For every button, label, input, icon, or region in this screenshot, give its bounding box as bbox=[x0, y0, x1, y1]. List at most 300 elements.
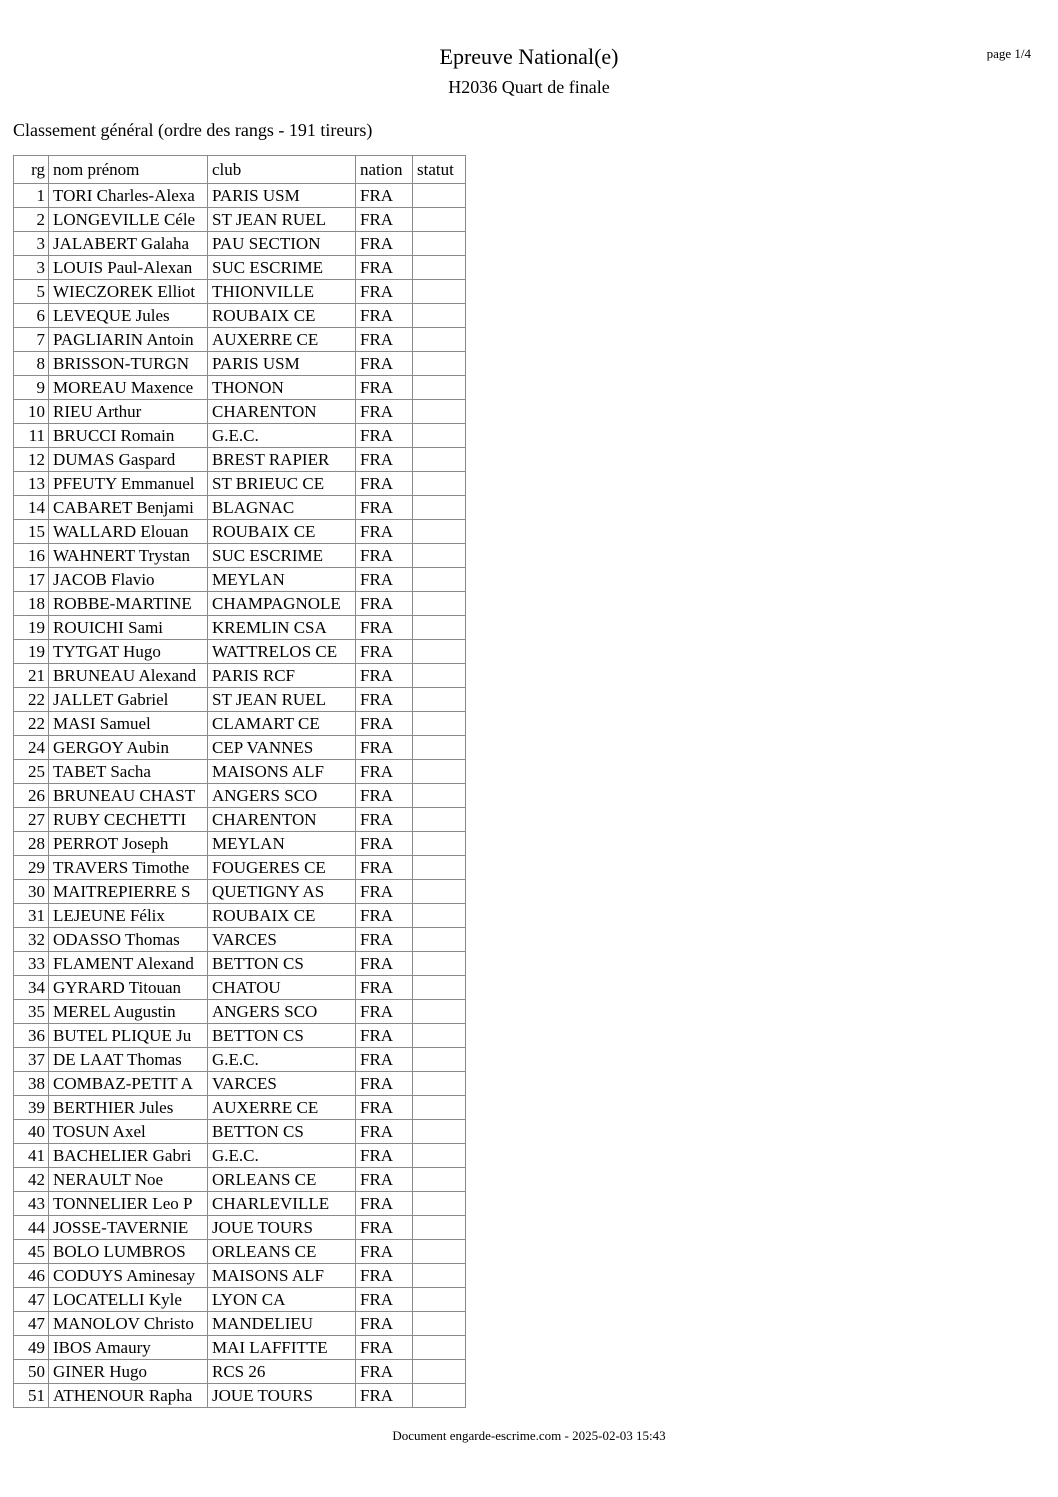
cell-name: BRISSON-TURGN bbox=[49, 352, 208, 376]
cell-name: LOUIS Paul-Alexan bbox=[49, 256, 208, 280]
cell-name: RIEU Arthur bbox=[49, 400, 208, 424]
cell-statut bbox=[413, 544, 466, 568]
table-row bbox=[14, 976, 466, 1000]
cell-statut bbox=[413, 448, 466, 472]
cell-nation: FRA bbox=[356, 640, 413, 664]
cell-club: PARIS USM bbox=[208, 184, 356, 208]
cell-rank: 16 bbox=[14, 544, 49, 568]
table-row bbox=[14, 736, 466, 760]
table-row bbox=[14, 472, 466, 496]
cell-name: BUTEL PLIQUE Ju bbox=[49, 1024, 208, 1048]
table-row bbox=[14, 1120, 466, 1144]
cell-statut bbox=[413, 304, 466, 328]
cell-rank: 22 bbox=[14, 688, 49, 712]
cell-club: BREST RAPIER bbox=[208, 448, 356, 472]
cell-nation: FRA bbox=[356, 712, 413, 736]
table-row bbox=[14, 856, 466, 880]
cell-statut bbox=[413, 1336, 466, 1360]
cell-nation: FRA bbox=[356, 256, 413, 280]
cell-name: BOLO LUMBROS bbox=[49, 1240, 208, 1264]
cell-rank: 11 bbox=[14, 424, 49, 448]
cell-nation: FRA bbox=[356, 424, 413, 448]
cell-name: GERGOY Aubin bbox=[49, 736, 208, 760]
cell-club: ANGERS SCO bbox=[208, 784, 356, 808]
cell-rank: 36 bbox=[14, 1024, 49, 1048]
cell-rank: 41 bbox=[14, 1144, 49, 1168]
cell-name: IBOS Amaury bbox=[49, 1336, 208, 1360]
cell-rank: 50 bbox=[14, 1360, 49, 1384]
cell-club: MEYLAN bbox=[208, 832, 356, 856]
cell-name: ODASSO Thomas bbox=[49, 928, 208, 952]
cell-nation: FRA bbox=[356, 208, 413, 232]
cell-club: BETTON CS bbox=[208, 952, 356, 976]
cell-statut bbox=[413, 880, 466, 904]
table-row bbox=[14, 1144, 466, 1168]
table-row bbox=[14, 952, 466, 976]
table-body bbox=[14, 184, 466, 1408]
cell-name: MOREAU Maxence bbox=[49, 376, 208, 400]
cell-statut bbox=[413, 520, 466, 544]
cell-statut bbox=[413, 808, 466, 832]
cell-nation: FRA bbox=[356, 400, 413, 424]
table-row bbox=[14, 592, 466, 616]
cell-nation: FRA bbox=[356, 496, 413, 520]
cell-name: LOCATELLI Kyle bbox=[49, 1288, 208, 1312]
cell-club: ANGERS SCO bbox=[208, 1000, 356, 1024]
cell-name: JALABERT Galaha bbox=[49, 232, 208, 256]
table-row bbox=[14, 1096, 466, 1120]
cell-nation: FRA bbox=[356, 520, 413, 544]
cell-name: DE LAAT Thomas bbox=[49, 1048, 208, 1072]
cell-statut bbox=[413, 376, 466, 400]
cell-name: BRUCCI Romain bbox=[49, 424, 208, 448]
cell-rank: 24 bbox=[14, 736, 49, 760]
cell-rank: 47 bbox=[14, 1312, 49, 1336]
cell-rank: 10 bbox=[14, 400, 49, 424]
cell-statut bbox=[413, 1168, 466, 1192]
cell-nation: FRA bbox=[356, 232, 413, 256]
table-row bbox=[14, 760, 466, 784]
cell-statut bbox=[413, 1240, 466, 1264]
cell-rank: 45 bbox=[14, 1240, 49, 1264]
cell-nation: FRA bbox=[356, 1288, 413, 1312]
cell-club: CLAMART CE bbox=[208, 712, 356, 736]
cell-nation: FRA bbox=[356, 1384, 413, 1408]
cell-club: VARCES bbox=[208, 1072, 356, 1096]
cell-nation: FRA bbox=[356, 448, 413, 472]
cell-club: CHARENTON bbox=[208, 400, 356, 424]
cell-club: AUXERRE CE bbox=[208, 1096, 356, 1120]
table-row bbox=[14, 688, 466, 712]
cell-statut bbox=[413, 856, 466, 880]
col-header-rank: rg bbox=[14, 156, 49, 184]
cell-name: JACOB Flavio bbox=[49, 568, 208, 592]
cell-rank: 39 bbox=[14, 1096, 49, 1120]
cell-club: AUXERRE CE bbox=[208, 328, 356, 352]
table-row bbox=[14, 1312, 466, 1336]
cell-club: RCS 26 bbox=[208, 1360, 356, 1384]
cell-nation: FRA bbox=[356, 928, 413, 952]
cell-nation: FRA bbox=[356, 544, 413, 568]
cell-statut bbox=[413, 1384, 466, 1408]
cell-name: RUBY CECHETTI bbox=[49, 808, 208, 832]
table-row bbox=[14, 400, 466, 424]
cell-rank: 33 bbox=[14, 952, 49, 976]
table-row bbox=[14, 1240, 466, 1264]
cell-name: JALLET Gabriel bbox=[49, 688, 208, 712]
cell-rank: 19 bbox=[14, 640, 49, 664]
cell-statut bbox=[413, 1360, 466, 1384]
cell-name: CABARET Benjami bbox=[49, 496, 208, 520]
cell-club: ROUBAIX CE bbox=[208, 520, 356, 544]
cell-name: WALLARD Elouan bbox=[49, 520, 208, 544]
cell-club: CEP VANNES bbox=[208, 736, 356, 760]
cell-statut bbox=[413, 1264, 466, 1288]
table-row bbox=[14, 928, 466, 952]
cell-nation: FRA bbox=[356, 1048, 413, 1072]
cell-name: LEVEQUE Jules bbox=[49, 304, 208, 328]
cell-nation: FRA bbox=[356, 808, 413, 832]
cell-rank: 12 bbox=[14, 448, 49, 472]
cell-rank: 26 bbox=[14, 784, 49, 808]
cell-name: LONGEVILLE Céle bbox=[49, 208, 208, 232]
cell-rank: 46 bbox=[14, 1264, 49, 1288]
cell-club: LYON CA bbox=[208, 1288, 356, 1312]
cell-nation: FRA bbox=[356, 736, 413, 760]
cell-nation: FRA bbox=[356, 880, 413, 904]
table-row bbox=[14, 496, 466, 520]
table-row bbox=[14, 256, 466, 280]
cell-club: CHARENTON bbox=[208, 808, 356, 832]
cell-nation: FRA bbox=[356, 328, 413, 352]
cell-club: MAISONS ALF bbox=[208, 760, 356, 784]
cell-nation: FRA bbox=[356, 472, 413, 496]
cell-statut bbox=[413, 976, 466, 1000]
cell-rank: 5 bbox=[14, 280, 49, 304]
cell-rank: 44 bbox=[14, 1216, 49, 1240]
cell-statut bbox=[413, 328, 466, 352]
cell-statut bbox=[413, 1024, 466, 1048]
cell-statut bbox=[413, 928, 466, 952]
cell-rank: 34 bbox=[14, 976, 49, 1000]
cell-nation: FRA bbox=[356, 1192, 413, 1216]
cell-statut bbox=[413, 832, 466, 856]
cell-nation: FRA bbox=[356, 592, 413, 616]
cell-nation: FRA bbox=[356, 1000, 413, 1024]
table-row bbox=[14, 1336, 466, 1360]
cell-name: TORI Charles-Alexa bbox=[49, 184, 208, 208]
cell-club: ST JEAN RUEL bbox=[208, 688, 356, 712]
cell-rank: 14 bbox=[14, 496, 49, 520]
cell-rank: 43 bbox=[14, 1192, 49, 1216]
cell-rank: 21 bbox=[14, 664, 49, 688]
cell-statut bbox=[413, 712, 466, 736]
section-title: Classement général (ordre des rangs - 191 tireurs) bbox=[13, 120, 373, 140]
table-row bbox=[14, 376, 466, 400]
cell-rank: 31 bbox=[14, 904, 49, 928]
cell-statut bbox=[413, 1000, 466, 1024]
cell-club: G.E.C. bbox=[208, 1144, 356, 1168]
cell-club: ST BRIEUC CE bbox=[208, 472, 356, 496]
cell-club: SUC ESCRIME bbox=[208, 544, 356, 568]
cell-nation: FRA bbox=[356, 1240, 413, 1264]
table-row bbox=[14, 664, 466, 688]
cell-nation: FRA bbox=[356, 976, 413, 1000]
cell-nation: FRA bbox=[356, 664, 413, 688]
cell-rank: 3 bbox=[14, 232, 49, 256]
col-header-nation: nation bbox=[356, 156, 413, 184]
cell-statut bbox=[413, 1048, 466, 1072]
cell-club: PARIS RCF bbox=[208, 664, 356, 688]
ranking-table bbox=[13, 155, 466, 1408]
cell-name: PFEUTY Emmanuel bbox=[49, 472, 208, 496]
cell-club: JOUE TOURS bbox=[208, 1216, 356, 1240]
cell-statut bbox=[413, 1072, 466, 1096]
cell-club: PARIS USM bbox=[208, 352, 356, 376]
cell-statut bbox=[413, 232, 466, 256]
cell-rank: 2 bbox=[14, 208, 49, 232]
cell-rank: 49 bbox=[14, 1336, 49, 1360]
cell-nation: FRA bbox=[356, 1264, 413, 1288]
cell-name: GINER Hugo bbox=[49, 1360, 208, 1384]
cell-nation: FRA bbox=[356, 832, 413, 856]
cell-statut bbox=[413, 1144, 466, 1168]
cell-club: QUETIGNY AS bbox=[208, 880, 356, 904]
page-title: Epreuve National(e) bbox=[439, 44, 619, 69]
cell-name: GYRARD Titouan bbox=[49, 976, 208, 1000]
cell-name: ATHENOUR Rapha bbox=[49, 1384, 208, 1408]
cell-nation: FRA bbox=[356, 568, 413, 592]
cell-rank: 32 bbox=[14, 928, 49, 952]
cell-name: TABET Sacha bbox=[49, 760, 208, 784]
cell-nation: FRA bbox=[356, 376, 413, 400]
cell-rank: 3 bbox=[14, 256, 49, 280]
cell-rank: 7 bbox=[14, 328, 49, 352]
cell-statut bbox=[413, 496, 466, 520]
cell-statut bbox=[413, 592, 466, 616]
cell-statut bbox=[413, 1288, 466, 1312]
cell-name: MANOLOV Christo bbox=[49, 1312, 208, 1336]
cell-statut bbox=[413, 400, 466, 424]
cell-statut bbox=[413, 904, 466, 928]
cell-name: BACHELIER Gabri bbox=[49, 1144, 208, 1168]
table-row bbox=[14, 1384, 466, 1408]
cell-name: MAITREPIERRE S bbox=[49, 880, 208, 904]
cell-rank: 8 bbox=[14, 352, 49, 376]
col-header-statut: statut bbox=[413, 156, 466, 184]
cell-name: LEJEUNE Félix bbox=[49, 904, 208, 928]
cell-club: MAISONS ALF bbox=[208, 1264, 356, 1288]
col-header-club: club bbox=[208, 156, 356, 184]
cell-name: PAGLIARIN Antoin bbox=[49, 328, 208, 352]
table-row bbox=[14, 280, 466, 304]
table-row bbox=[14, 904, 466, 928]
table-row bbox=[14, 1288, 466, 1312]
cell-rank: 13 bbox=[14, 472, 49, 496]
cell-nation: FRA bbox=[356, 1144, 413, 1168]
cell-nation: FRA bbox=[356, 1096, 413, 1120]
cell-club: CHARLEVILLE bbox=[208, 1192, 356, 1216]
cell-statut bbox=[413, 424, 466, 448]
cell-name: MEREL Augustin bbox=[49, 1000, 208, 1024]
cell-club: CHATOU bbox=[208, 976, 356, 1000]
cell-club: BETTON CS bbox=[208, 1120, 356, 1144]
cell-nation: FRA bbox=[356, 952, 413, 976]
table-row bbox=[14, 1048, 466, 1072]
cell-name: CODUYS Aminesay bbox=[49, 1264, 208, 1288]
table-row bbox=[14, 520, 466, 544]
table-row bbox=[14, 1192, 466, 1216]
cell-nation: FRA bbox=[356, 1072, 413, 1096]
table-row bbox=[14, 880, 466, 904]
cell-rank: 51 bbox=[14, 1384, 49, 1408]
cell-club: JOUE TOURS bbox=[208, 1384, 356, 1408]
cell-club: VARCES bbox=[208, 928, 356, 952]
table-row bbox=[14, 1024, 466, 1048]
cell-nation: FRA bbox=[356, 1336, 413, 1360]
cell-nation: FRA bbox=[356, 856, 413, 880]
cell-club: ORLEANS CE bbox=[208, 1240, 356, 1264]
cell-rank: 37 bbox=[14, 1048, 49, 1072]
cell-nation: FRA bbox=[356, 1120, 413, 1144]
table-row bbox=[14, 1216, 466, 1240]
cell-club: KREMLIN CSA bbox=[208, 616, 356, 640]
table-row bbox=[14, 1000, 466, 1024]
cell-name: COMBAZ-PETIT A bbox=[49, 1072, 208, 1096]
cell-nation: FRA bbox=[356, 1360, 413, 1384]
cell-club: BETTON CS bbox=[208, 1024, 356, 1048]
cell-name: DUMAS Gaspard bbox=[49, 448, 208, 472]
cell-club: CHAMPAGNOLE bbox=[208, 592, 356, 616]
table-row bbox=[14, 832, 466, 856]
cell-name: JOSSE-TAVERNIE bbox=[49, 1216, 208, 1240]
table-row bbox=[14, 1264, 466, 1288]
cell-statut bbox=[413, 568, 466, 592]
cell-statut bbox=[413, 736, 466, 760]
page-subtitle: H2036 Quart de finale bbox=[448, 77, 610, 97]
cell-nation: FRA bbox=[356, 184, 413, 208]
cell-statut bbox=[413, 184, 466, 208]
cell-statut bbox=[413, 688, 466, 712]
cell-name: BRUNEAU CHAST bbox=[49, 784, 208, 808]
table-row bbox=[14, 184, 466, 208]
cell-name: PERROT Joseph bbox=[49, 832, 208, 856]
cell-rank: 22 bbox=[14, 712, 49, 736]
cell-name: BERTHIER Jules bbox=[49, 1096, 208, 1120]
table-row bbox=[14, 232, 466, 256]
cell-statut bbox=[413, 616, 466, 640]
page-number: page 1/4 bbox=[986, 46, 1031, 61]
cell-rank: 29 bbox=[14, 856, 49, 880]
cell-name: WAHNERT Trystan bbox=[49, 544, 208, 568]
cell-statut bbox=[413, 760, 466, 784]
cell-rank: 1 bbox=[14, 184, 49, 208]
cell-club: ST JEAN RUEL bbox=[208, 208, 356, 232]
cell-nation: FRA bbox=[356, 304, 413, 328]
col-header-name: nom prénom bbox=[49, 156, 208, 184]
cell-club: ORLEANS CE bbox=[208, 1168, 356, 1192]
cell-rank: 18 bbox=[14, 592, 49, 616]
cell-club: WATTRELOS CE bbox=[208, 640, 356, 664]
cell-nation: FRA bbox=[356, 616, 413, 640]
table-row bbox=[14, 328, 466, 352]
cell-club: PAU SECTION bbox=[208, 232, 356, 256]
cell-statut bbox=[413, 280, 466, 304]
cell-statut bbox=[413, 640, 466, 664]
cell-name: BRUNEAU Alexand bbox=[49, 664, 208, 688]
table-row bbox=[14, 424, 466, 448]
table-row bbox=[14, 208, 466, 232]
table-row bbox=[14, 1360, 466, 1384]
cell-statut bbox=[413, 256, 466, 280]
cell-statut bbox=[413, 952, 466, 976]
cell-statut bbox=[413, 1192, 466, 1216]
table-row bbox=[14, 352, 466, 376]
cell-rank: 17 bbox=[14, 568, 49, 592]
cell-name: ROUICHI Sami bbox=[49, 616, 208, 640]
cell-club: FOUGERES CE bbox=[208, 856, 356, 880]
table-row bbox=[14, 640, 466, 664]
cell-club: ROUBAIX CE bbox=[208, 904, 356, 928]
table-row bbox=[14, 568, 466, 592]
cell-statut bbox=[413, 472, 466, 496]
table-row bbox=[14, 784, 466, 808]
cell-rank: 38 bbox=[14, 1072, 49, 1096]
cell-club: MAI LAFFITTE bbox=[208, 1336, 356, 1360]
cell-nation: FRA bbox=[356, 1216, 413, 1240]
table-row bbox=[14, 808, 466, 832]
header-row bbox=[14, 156, 466, 184]
cell-name: WIECZOREK Elliot bbox=[49, 280, 208, 304]
cell-statut bbox=[413, 1216, 466, 1240]
cell-rank: 28 bbox=[14, 832, 49, 856]
cell-nation: FRA bbox=[356, 1168, 413, 1192]
cell-name: ROBBE-MARTINE bbox=[49, 592, 208, 616]
cell-nation: FRA bbox=[356, 688, 413, 712]
cell-club: THONON bbox=[208, 376, 356, 400]
cell-club: THIONVILLE bbox=[208, 280, 356, 304]
cell-rank: 19 bbox=[14, 616, 49, 640]
table-row bbox=[14, 544, 466, 568]
table-header bbox=[14, 156, 466, 184]
cell-nation: FRA bbox=[356, 1024, 413, 1048]
cell-nation: FRA bbox=[356, 784, 413, 808]
cell-club: MANDELIEU bbox=[208, 1312, 356, 1336]
cell-name: TONNELIER Leo P bbox=[49, 1192, 208, 1216]
cell-rank: 6 bbox=[14, 304, 49, 328]
cell-name: NERAULT Noe bbox=[49, 1168, 208, 1192]
cell-rank: 35 bbox=[14, 1000, 49, 1024]
cell-club: MEYLAN bbox=[208, 568, 356, 592]
cell-statut bbox=[413, 784, 466, 808]
cell-statut bbox=[413, 1312, 466, 1336]
cell-club: G.E.C. bbox=[208, 424, 356, 448]
table-row bbox=[14, 448, 466, 472]
cell-name: TOSUN Axel bbox=[49, 1120, 208, 1144]
cell-club: SUC ESCRIME bbox=[208, 256, 356, 280]
cell-name: FLAMENT Alexand bbox=[49, 952, 208, 976]
cell-nation: FRA bbox=[356, 1312, 413, 1336]
cell-statut bbox=[413, 1120, 466, 1144]
cell-club: G.E.C. bbox=[208, 1048, 356, 1072]
table-row bbox=[14, 616, 466, 640]
cell-statut bbox=[413, 664, 466, 688]
cell-rank: 15 bbox=[14, 520, 49, 544]
table-row bbox=[14, 1072, 466, 1096]
table-row bbox=[14, 712, 466, 736]
cell-statut bbox=[413, 352, 466, 376]
cell-club: BLAGNAC bbox=[208, 496, 356, 520]
